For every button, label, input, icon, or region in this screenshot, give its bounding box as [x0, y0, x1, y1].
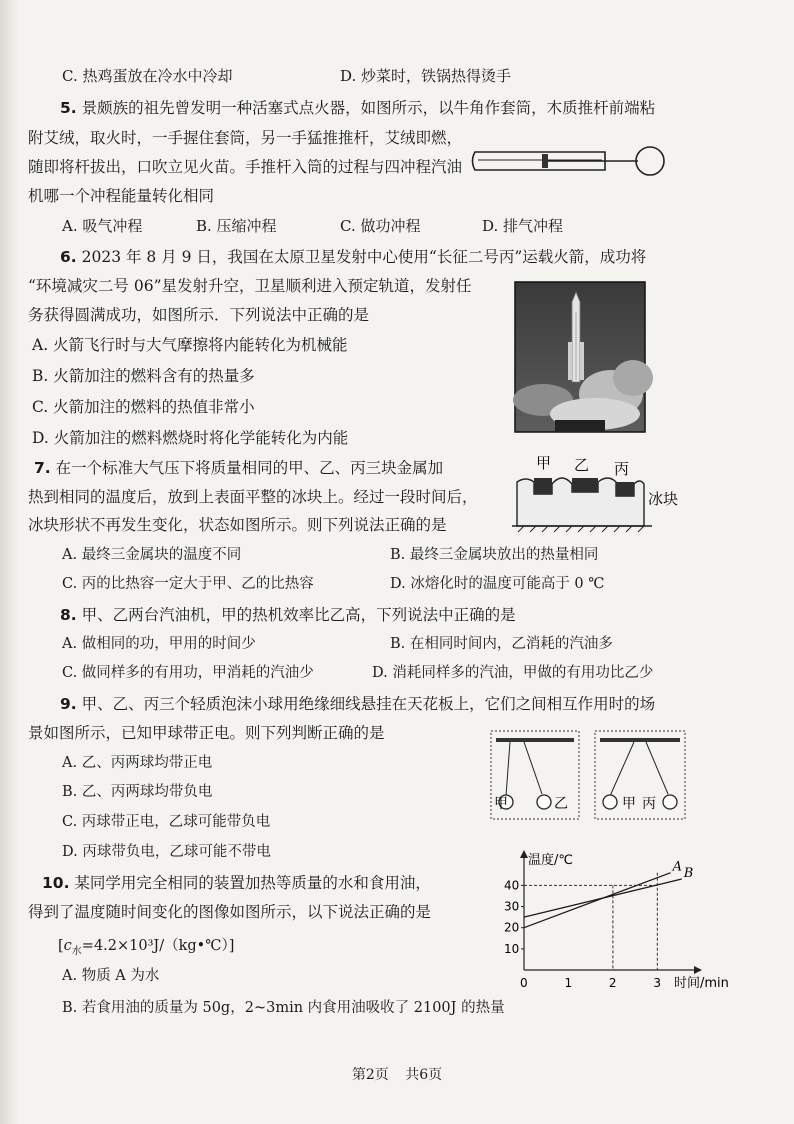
formula-bracket: [: [58, 938, 64, 954]
q9-line-2: 景如图所示，已知甲球带正电。则下列判断正确的是: [28, 724, 385, 742]
ice-fig-label-ice: 冰块: [648, 490, 679, 508]
q4-option-d[interactable]: D. 炒菜时，铁锅热得烫手: [340, 67, 512, 85]
q7-option-c[interactable]: C. 丙的比热容一定大于甲、乙的比热容: [62, 576, 314, 592]
q9-number: 9.: [60, 695, 77, 713]
x-tick-label-2: 2: [608, 976, 617, 990]
q9-line-1: [42, 694, 655, 714]
q8-text-1: 甲、乙两台汽油机，甲的热机效率比乙高，下列说法中正确的是: [81, 606, 516, 624]
q9-option-b[interactable]: B. 乙、丙两球均带负电: [62, 784, 213, 800]
pendulum-figure-2: [594, 730, 686, 820]
x-tick-label-1: 1: [564, 976, 573, 990]
formula-c: c: [63, 938, 72, 954]
pendulum-figure-1: [490, 730, 580, 820]
page-footer: [0, 1064, 794, 1084]
chart-x-label: 时间/min: [674, 976, 729, 991]
q6-text-1: 2023 年 8 月 9 日，我国在太原卫星发射中心使用“长征二号丙”运载火箭，成功将: [81, 248, 647, 266]
q6-line-2: “环境减灾二号 06”星发射升空，卫星顺利进入预定轨道，发射任: [28, 277, 472, 295]
series-line-A: [524, 873, 671, 928]
q4-option-c[interactable]: C. 热鸡蛋放在冷水中冷却: [62, 67, 233, 85]
q7-line-1: [34, 458, 443, 478]
rocket-photo: [515, 282, 645, 432]
y-axis-arrow: [520, 850, 528, 858]
ice-fig-label-bing: 丙: [614, 460, 630, 478]
y-tick-label-40: 40: [504, 878, 520, 893]
q9-option-c[interactable]: C. 丙球带正电，乙球可能带负电: [62, 814, 271, 830]
ice-fig-label-yi: 乙: [574, 456, 590, 474]
x-axis-arrow: [694, 966, 702, 974]
q7-option-d[interactable]: D. 冰熔化时的温度可能高于 0 ℃: [390, 576, 605, 592]
formula-sub: 水: [71, 945, 82, 957]
q5-option-c[interactable]: C. 做功冲程: [340, 217, 421, 235]
q5-text-1: 景颇族的祖先曾发明一种活塞式点火器，如图所示，以牛角作套筒，木质推杆前端粘: [81, 99, 656, 117]
q6-number: 6.: [60, 248, 77, 266]
x-tick-label-0: 0: [520, 976, 528, 990]
q8-number: 8.: [60, 606, 77, 624]
fire-piston-figure: [470, 136, 670, 186]
footer-total: 共6页: [405, 1067, 443, 1083]
q7-line-2: 热到相同的温度后，放到上表面平整的冰块上。经过一段时间后，: [28, 488, 478, 506]
ice-fig-label-jia: 甲: [536, 454, 552, 472]
y-tick-label-30: 30: [504, 899, 520, 914]
q8-option-d[interactable]: D. 消耗同样多的汽油，甲做的有用功比乙少: [372, 665, 654, 681]
q8-line-1: [42, 605, 516, 625]
q5-option-a[interactable]: A. 吸气冲程: [62, 217, 143, 235]
q10-line-2: 得到了温度随时间变化的图像如图所示，以下说法正确的是: [28, 903, 432, 921]
q7-line-3: 冰块形状不再发生变化，状态如图所示。则下列说法正确的是: [28, 516, 447, 534]
x-tick-label-3: 3: [653, 976, 661, 990]
q10-line-1: [34, 873, 431, 893]
q7-option-a[interactable]: A. 最终三金属块的温度不同: [62, 547, 242, 563]
chart-y-label: 温度/℃: [528, 853, 573, 868]
temperature-time-chart: [490, 842, 729, 992]
q10-number: 10.: [42, 874, 70, 892]
series-line-B: [524, 879, 682, 917]
ice-block-figure: [512, 448, 692, 532]
series-label-B: B: [683, 866, 694, 882]
q5-option-d[interactable]: D. 排气冲程: [482, 217, 564, 235]
q5-option-b[interactable]: B. 压缩冲程: [196, 217, 277, 235]
q6-option-c[interactable]: C. 火箭加注的燃料的热值非常小: [32, 398, 255, 416]
q7-option-b[interactable]: B. 最终三金属块放出的热量相同: [390, 547, 599, 563]
pendulum2-label-bing: 丙: [642, 796, 656, 812]
q10-option-b[interactable]: B. 若食用油的质量为 50g，2~3min 内食用油吸收了 2100J 的热量: [62, 1000, 505, 1016]
formula-rest: =4.2×10³J/（kg•℃）]: [81, 938, 235, 954]
q10-text-1: 某同学用完全相同的装置加热等质量的水和食用油，: [74, 874, 431, 892]
q10-option-a[interactable]: A. 物质 A 为水: [62, 968, 160, 984]
q6-option-b[interactable]: B. 火箭加注的燃料含有的热量多: [32, 367, 255, 385]
q5-line-3: 随即将杆拔出，口吹立见火苗。手推杆入筒的过程与四冲程汽油: [28, 158, 463, 176]
q9-option-a[interactable]: A. 乙、丙两球均带正电: [62, 755, 213, 771]
y-tick-label-20: 20: [504, 920, 520, 935]
pendulum1-label-yi: 乙: [554, 796, 568, 812]
q5-number: 5.: [60, 99, 77, 117]
q7-text-1: 在一个标准大气压下将质量相同的甲、乙、丙三块金属加: [55, 459, 444, 477]
q5-line-2: 附艾绒，取火时，一手握住套筒，另一手猛推推杆，艾绒即燃，: [28, 129, 463, 147]
q9-option-d[interactable]: D. 丙球带负电，乙球可能不带电: [62, 844, 271, 860]
pendulum1-label-jia: 甲: [494, 796, 508, 812]
q6-line-3: 务获得圆满成功，如图所示．下列说法中正确的是: [28, 306, 370, 324]
series-label-A: A: [672, 859, 683, 875]
scan-edge-shadow: [0, 0, 18, 1124]
q6-option-a[interactable]: A. 火箭飞行时与大气摩擦将内能转化为机械能: [32, 336, 348, 354]
q8-option-b[interactable]: B. 在相同时间内，乙消耗的汽油多: [390, 636, 613, 652]
footer-page: 第2页: [351, 1067, 389, 1083]
q5-line-1: [42, 98, 655, 118]
q6-option-d[interactable]: D. 火箭加注的燃料燃烧时将化学能转化为内能: [32, 429, 349, 447]
q10-formula: [58, 936, 234, 962]
pendulum2-label-jia: 甲: [622, 796, 636, 812]
q9-text-1: 甲、乙、丙三个轻质泡沫小球用绝缘细线悬挂在天花板上，它们之间相互作用时的场: [81, 695, 656, 713]
q8-option-a[interactable]: A. 做相同的功，甲用的时间少: [62, 636, 256, 652]
q5-line-4: 机哪一个冲程能量转化相同: [28, 187, 215, 205]
y-tick-label-10: 10: [504, 941, 520, 956]
q7-number: 7.: [34, 459, 51, 477]
q6-line-1: [42, 247, 646, 267]
q8-option-c[interactable]: C. 做同样多的有用功，甲消耗的汽油少: [62, 665, 314, 681]
